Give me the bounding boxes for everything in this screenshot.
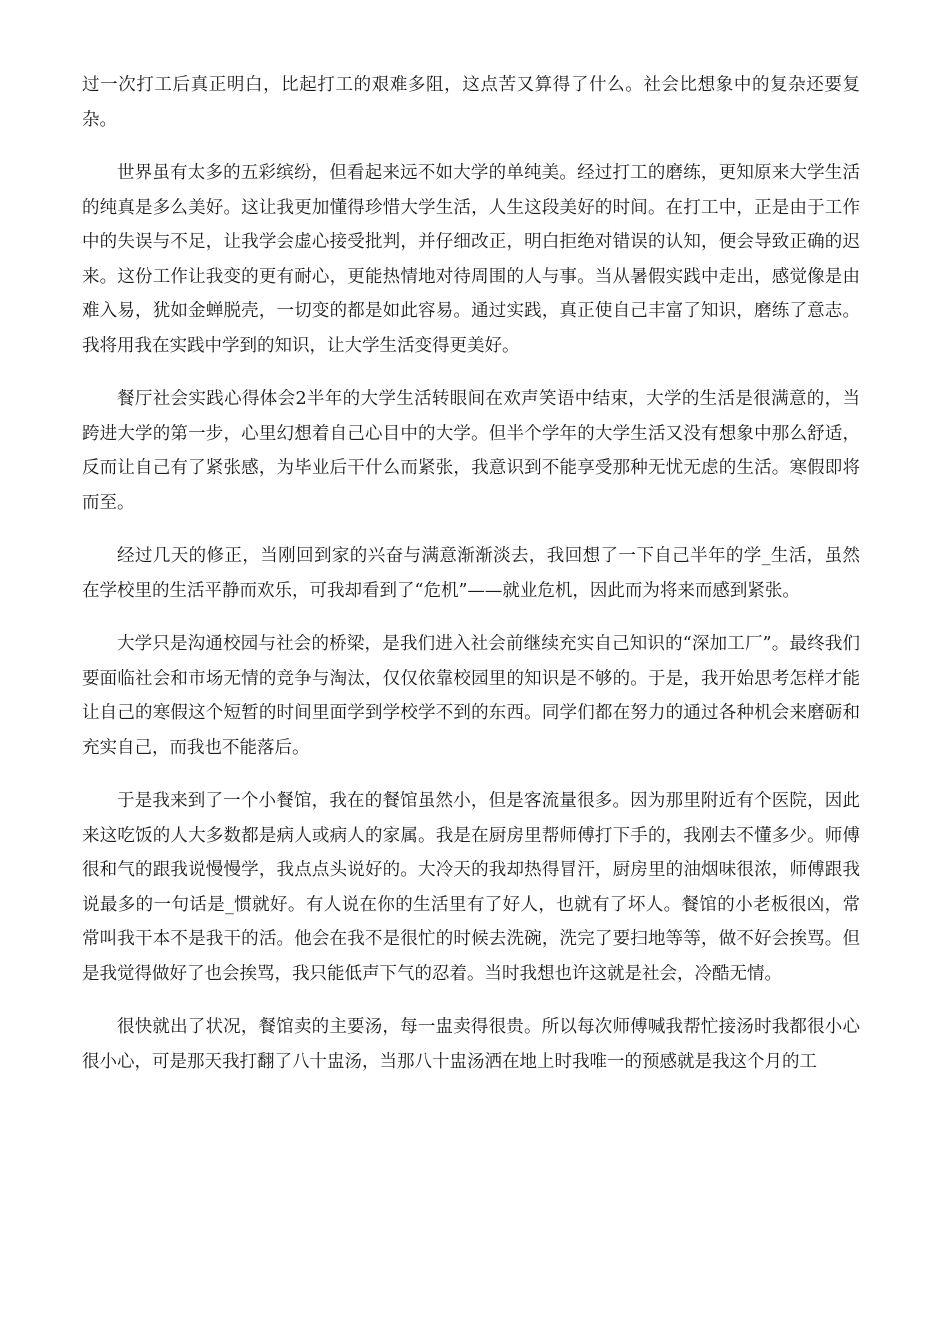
paragraph-5: 大学只是沟通校园与社会的桥梁，是我们进入社会前继续充实自己知识的“深加工厂”。最终我们要面临社会和市场无情的竞争与淘汰，仅仅依靠校园里的知识是不够的。于是，我开始思考怎样才能让自己的寒假这个短暂的时间里面学到学校学不到的东西。同学们都在努力的通过各种机会来磨砺和充实自己，而我也不能落后。 — [82, 634, 860, 758]
paragraph-2: 世界虽有太多的五彩缤纷，但看起来远不如大学的单纯美。经过打工的磨练，更知原来大学生活的纯真是多么美好。这让我更加懂得珍惜大学生活，人生这段美好的时间。在打工中，正是由于工作中的失误与不足，让我学会虚心接受批判，并仔细改正，明白拒绝对错误的认知，便会导致正确的迟来。这份工作让我变的更有耐心，更能热情地对待周围的人与事。当从暑假实践中走出，感觉像是由难入易，犹如金蝉脱壳，一切变的都是如此容易。通过实践，真正使自己丰富了知识，磨练了意志。我将用我在实践中学到的知识，让大学生活变得更美好。 — [82, 163, 860, 356]
paragraph-1: 过一次打工后真正明白，比起打工的艰难多阻，这点苦又算得了什么。社会比想象中的复杂还要复杂。 — [82, 75, 860, 130]
paragraph-3: 餐厅社会实践心得体会2半年的大学生活转眼间在欢声笑语中结束，大学的生活是很满意的，当跨进大学的第一步，心里幻想着自己心目中的大学。但半个学年的大学生活又没有想象中那么舒适，反而让自己有了紧张感，为毕业后干什么而紧张，我意识到不能享受那种无忧无虑的生活。寒假即将而至。 — [82, 389, 860, 513]
paragraph-7: 很快就出了状况，餐馆卖的主要汤，每一盅卖得很贵。所以每次师傅喊我帮忙接汤时我都很小心很小心，可是那天我打翻了八十盅汤，当那八十盅汤洒在地上时我唯一的预感就是我这个月的工 — [82, 1017, 860, 1072]
paragraph-4: 经过几天的修正，当刚回到家的兴奋与满意渐渐淡去，我回想了一下自己半年的学_生活，虽然在学校里的生活平静而欢乐，可我却看到了“危机”——就业危机，因此而为将来而感到紧张。 — [82, 546, 860, 601]
paragraph-6: 于是我来到了一个小餐馆，我在的餐馆虽然小，但是客流量很多。因为那里附近有个医院，因此来这吃饭的人大多数都是病人或病人的家属。我是在厨房里帮师傅打下手的，我刚去不懂多少。师傅很和气的跟我说慢慢学，我点点头说好的。大冷天的我却热得冒汗，厨房里的油烟味很浓，师傅跟我说最多的一句话是_惯就好。有人说在你的生活里有了好人，也就有了坏人。餐馆的小老板很凶，常常叫我干本不是我干的活。他会在我不是很忙的时候去洗碗，洗完了要扫地等等，做不好会挨骂。但是我觉得做好了也会挨骂，我只能低声下气的忍着。当时我想也许这就是社会，冷酷无情。 — [82, 791, 860, 984]
